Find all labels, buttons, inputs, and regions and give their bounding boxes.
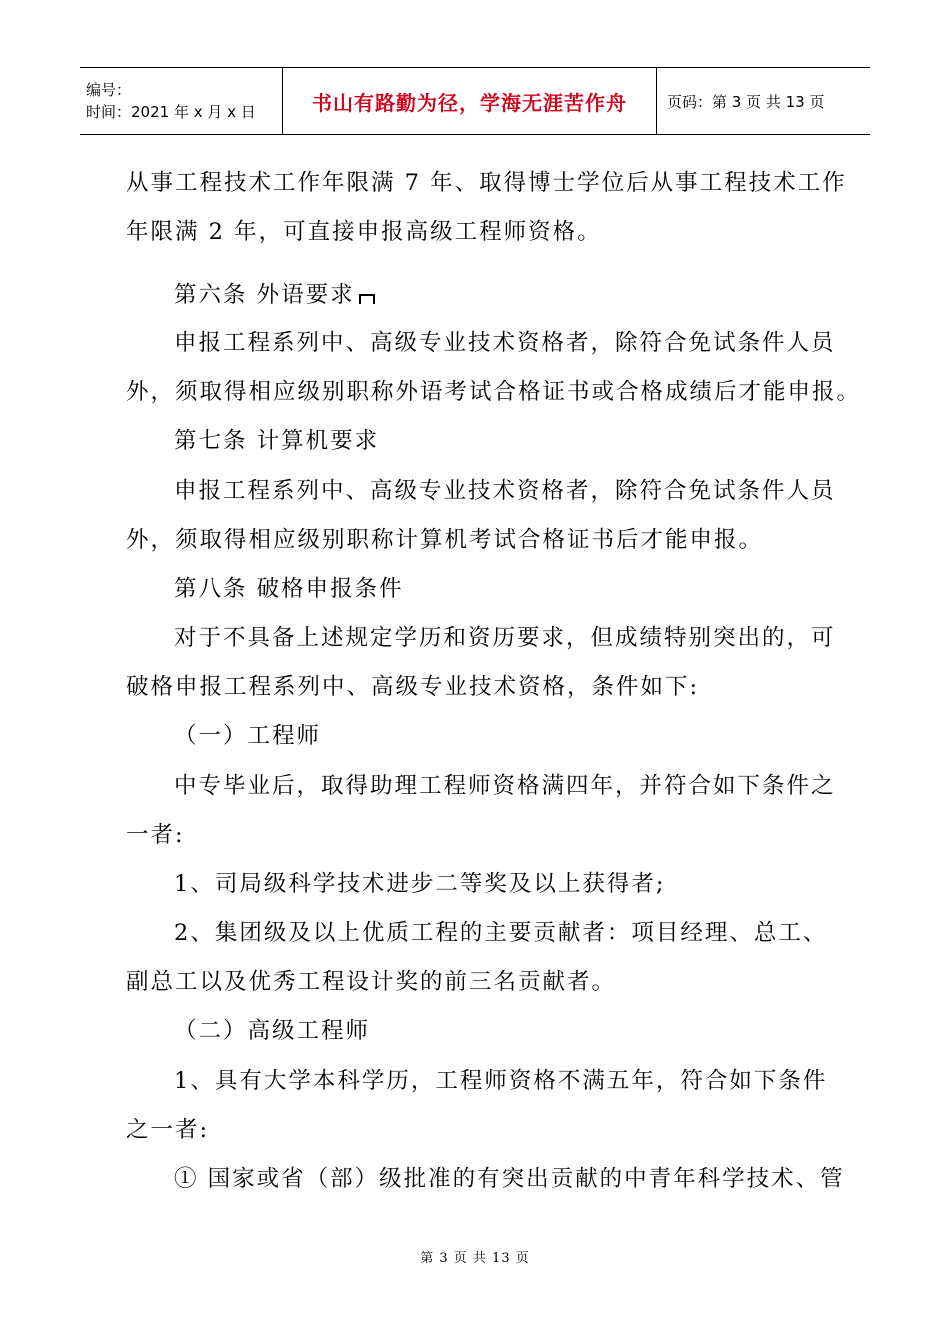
section-heading [174,280,375,310]
page-footer: 第 3 页 共 13 页 [420,1251,530,1266]
body-line: 年限满 2 年，可直接申报高级工程师资格。 [126,219,602,245]
sub-heading: （一）工程师 [174,723,322,749]
body-line: 外，须取得相应级别职称外语考试合格证书或合格成绩后才能申报。 [126,379,862,405]
body-line: 一者: [126,822,185,848]
body-line: 从事工程技术工作年限满 7 年、取得博士学位后从事工程技术工作 [126,170,847,196]
time-label: 时间：2021 年 x 月 x 日 [86,103,256,121]
section-heading: 第七条 计算机要求 [174,428,380,454]
body-line: 破格申报工程系列中、高级专业技术资格，条件如下: [126,674,700,700]
text-cursor-icon [359,294,375,304]
header-motto [283,68,657,134]
sub-heading: （二）高级工程师 [174,1018,371,1044]
header-meta [80,68,283,134]
heading-text: 第六条 外语要求 [174,282,355,308]
body-line: 中专毕业后，取得助理工程师资格满四年，并符合如下条件之 [174,773,836,799]
number-label: 编号： [86,81,132,99]
page-header [80,67,870,135]
body-line: 副总工以及优秀工程设计奖的前三名贡献者。 [126,969,617,995]
page-info-text: 页码：第 3 页 共 13 页 [667,92,825,111]
body-line: 申报工程系列中、高级专业技术资格者，除符合免试条件人员 [174,478,836,504]
list-item: 1、具有大学本科学历，工程师资格不满五年，符合如下条件 [174,1068,828,1094]
body-line: 对于不具备上述规定学历和资历要求，但成绩特别突出的，可 [174,625,836,651]
body-line: 申报工程系列中、高级专业技术资格者，除符合免试条件人员 [174,330,836,356]
list-item: 2、集团级及以上优质工程的主要贡献者：项目经理、总工、 [174,920,828,946]
body-line: 外，须取得相应级别职称计算机考试合格证书后才能申报。 [126,527,764,553]
header-page-info [657,68,870,134]
motto-text: 书山有路勤为径，学海无涯苦作舟 [312,90,627,115]
list-item: 1、司局级科学技术进步二等奖及以上获得者; [174,871,666,897]
list-item: ① 国家或省（部）级批准的有突出贡献的中青年科学技术、管 [174,1166,845,1192]
section-heading: 第八条 破格申报条件 [174,576,404,602]
body-line: 之一者: [126,1117,210,1143]
